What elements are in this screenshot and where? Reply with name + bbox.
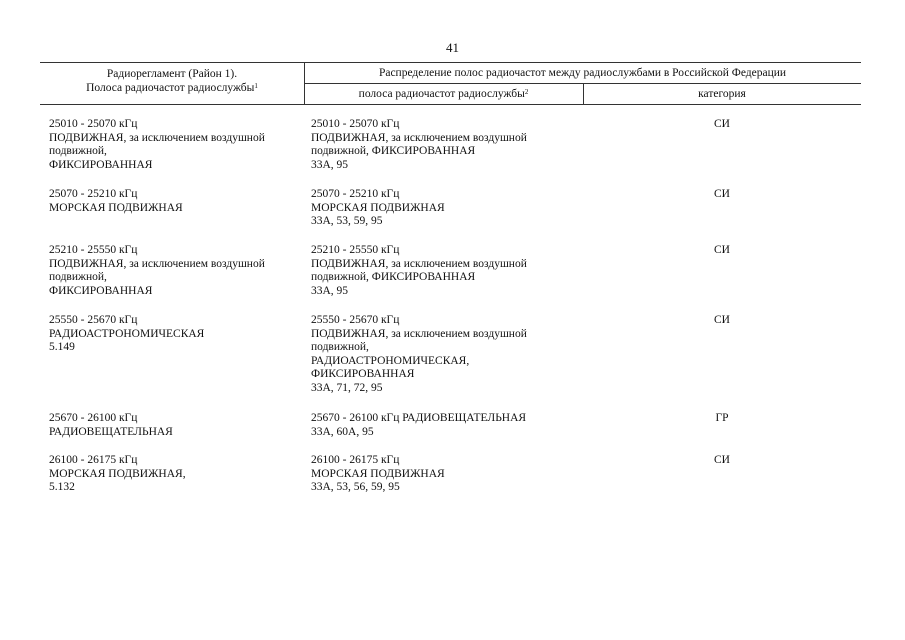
itu-allocation-line: 5.132 <box>49 481 75 493</box>
category-cell: СИ <box>714 314 730 326</box>
category-cell: СИ <box>714 188 730 200</box>
header-itu-line1: Радиорегламент (Район 1). <box>106 68 238 80</box>
rf-allocation-line: 33А, 60А, 95 <box>311 425 374 438</box>
rf-allocation-line: подвижной, <box>311 341 369 353</box>
footnote-ref-2: 2 <box>524 88 529 96</box>
rf-allocation-line: РАДИОАСТРОНОМИЧЕСКАЯ, <box>311 354 470 367</box>
rf-allocation-line: 26100 - 26175 кГц <box>311 454 400 466</box>
rf-allocation-line: 25550 - 25670 кГц <box>311 314 400 326</box>
rf-allocation-line: 33А, 95 <box>311 158 349 171</box>
itu-allocation-line: ПОДВИЖНАЯ, за исключением воздушной <box>49 257 265 270</box>
rf-allocation-line: 25210 - 25550 кГц <box>311 244 400 256</box>
itu-allocation-line: РАДИОАСТРОНОМИЧЕСКАЯ <box>49 327 205 340</box>
itu-allocation-line: МОРСКАЯ ПОДВИЖНАЯ, <box>49 467 186 480</box>
itu-allocation-line: 25550 - 25670 кГц <box>49 314 138 326</box>
itu-allocation-line: 5.149 <box>49 341 75 353</box>
rf-allocation-line: МОРСКАЯ ПОДВИЖНАЯ <box>311 467 445 480</box>
header-itu-column <box>40 68 304 95</box>
itu-allocation-cell <box>49 412 299 439</box>
itu-allocation-line: 25210 - 25550 кГц <box>49 244 138 256</box>
category-cell: СИ <box>714 118 730 130</box>
rf-allocation-line: ПОДВИЖНАЯ, за исключением воздушной <box>311 131 527 144</box>
itu-allocation-line: ФИКСИРОВАННАЯ <box>49 284 153 297</box>
rf-allocation-cell <box>311 118 576 172</box>
itu-allocation-line: 26100 - 26175 кГц <box>49 454 138 466</box>
itu-allocation-cell <box>49 118 299 172</box>
rf-allocation-line: 33А, 95 <box>311 284 349 297</box>
itu-allocation-cell <box>49 188 299 215</box>
rf-allocation-line: 33А, 71, 72, 95 <box>311 381 383 394</box>
itu-allocation-line: подвижной, <box>49 145 107 157</box>
itu-allocation-cell <box>49 244 299 298</box>
page-number: 41 <box>446 40 459 55</box>
rf-allocation-line: МОРСКАЯ ПОДВИЖНАЯ <box>311 201 445 214</box>
footnote-ref-1: 1 <box>254 81 258 90</box>
rf-allocation-cell <box>311 188 576 229</box>
itu-allocation-line: подвижной, <box>49 271 107 283</box>
rf-allocation-line: ПОДВИЖНАЯ, за исключением воздушной <box>311 327 527 340</box>
itu-allocation-line: РАДИОВЕЩАТЕЛЬНАЯ <box>49 425 173 438</box>
table-top-rule <box>40 62 861 63</box>
itu-allocation-line: ПОДВИЖНАЯ, за исключением воздушной <box>49 131 265 144</box>
rf-allocation-line: 33А, 53, 59, 95 <box>311 215 383 227</box>
header-itu-line2: Полоса радиочастот радиослужбы$^1$ <box>86 81 258 94</box>
rf-allocation-line: ФИКСИРОВАННАЯ <box>311 368 415 380</box>
itu-allocation-cell <box>49 454 299 495</box>
header-rf-allocation: Распределение полос радиочастот между радиослужбами в Российской Федерации <box>378 67 787 79</box>
itu-allocation-line: 25010 - 25070 кГц <box>49 118 138 130</box>
rf-allocation-line: подвижной, ФИКСИРОВАННАЯ <box>311 145 476 157</box>
itu-allocation-line: ФИКСИРОВАННАЯ <box>49 158 153 171</box>
header-bottom-rule <box>40 104 861 105</box>
rf-allocation-cell <box>311 244 576 298</box>
header-category: категория <box>698 88 746 100</box>
category-cell: ГР <box>715 412 729 424</box>
category-cell: СИ <box>714 454 730 466</box>
rf-allocation-cell <box>311 314 576 395</box>
header-band: полоса радиочастот радиослужбы$^2$ <box>358 88 529 100</box>
rf-allocation-line: 25070 - 25210 кГц <box>311 188 400 200</box>
itu-allocation-line: 25670 - 26100 кГц <box>49 412 138 424</box>
rf-allocation-line: 25010 - 25070 кГц <box>311 118 400 130</box>
category-cell: СИ <box>714 244 730 256</box>
itu-allocation-line: МОРСКАЯ ПОДВИЖНАЯ <box>49 201 183 214</box>
itu-allocation-cell <box>49 314 299 355</box>
rf-allocation-cell <box>311 454 576 495</box>
rf-allocation-cell <box>311 412 576 439</box>
itu-allocation-line: 25070 - 25210 кГц <box>49 188 138 200</box>
rf-allocation-line: ПОДВИЖНАЯ, за исключением воздушной <box>311 257 527 270</box>
rf-allocation-line: подвижной, ФИКСИРОВАННАЯ <box>311 271 476 283</box>
rf-allocation-line: 25670 - 26100 кГц РАДИОВЕЩАТЕЛЬНАЯ <box>311 412 527 424</box>
rf-allocation-line: 33А, 53, 56, 59, 95 <box>311 481 400 493</box>
